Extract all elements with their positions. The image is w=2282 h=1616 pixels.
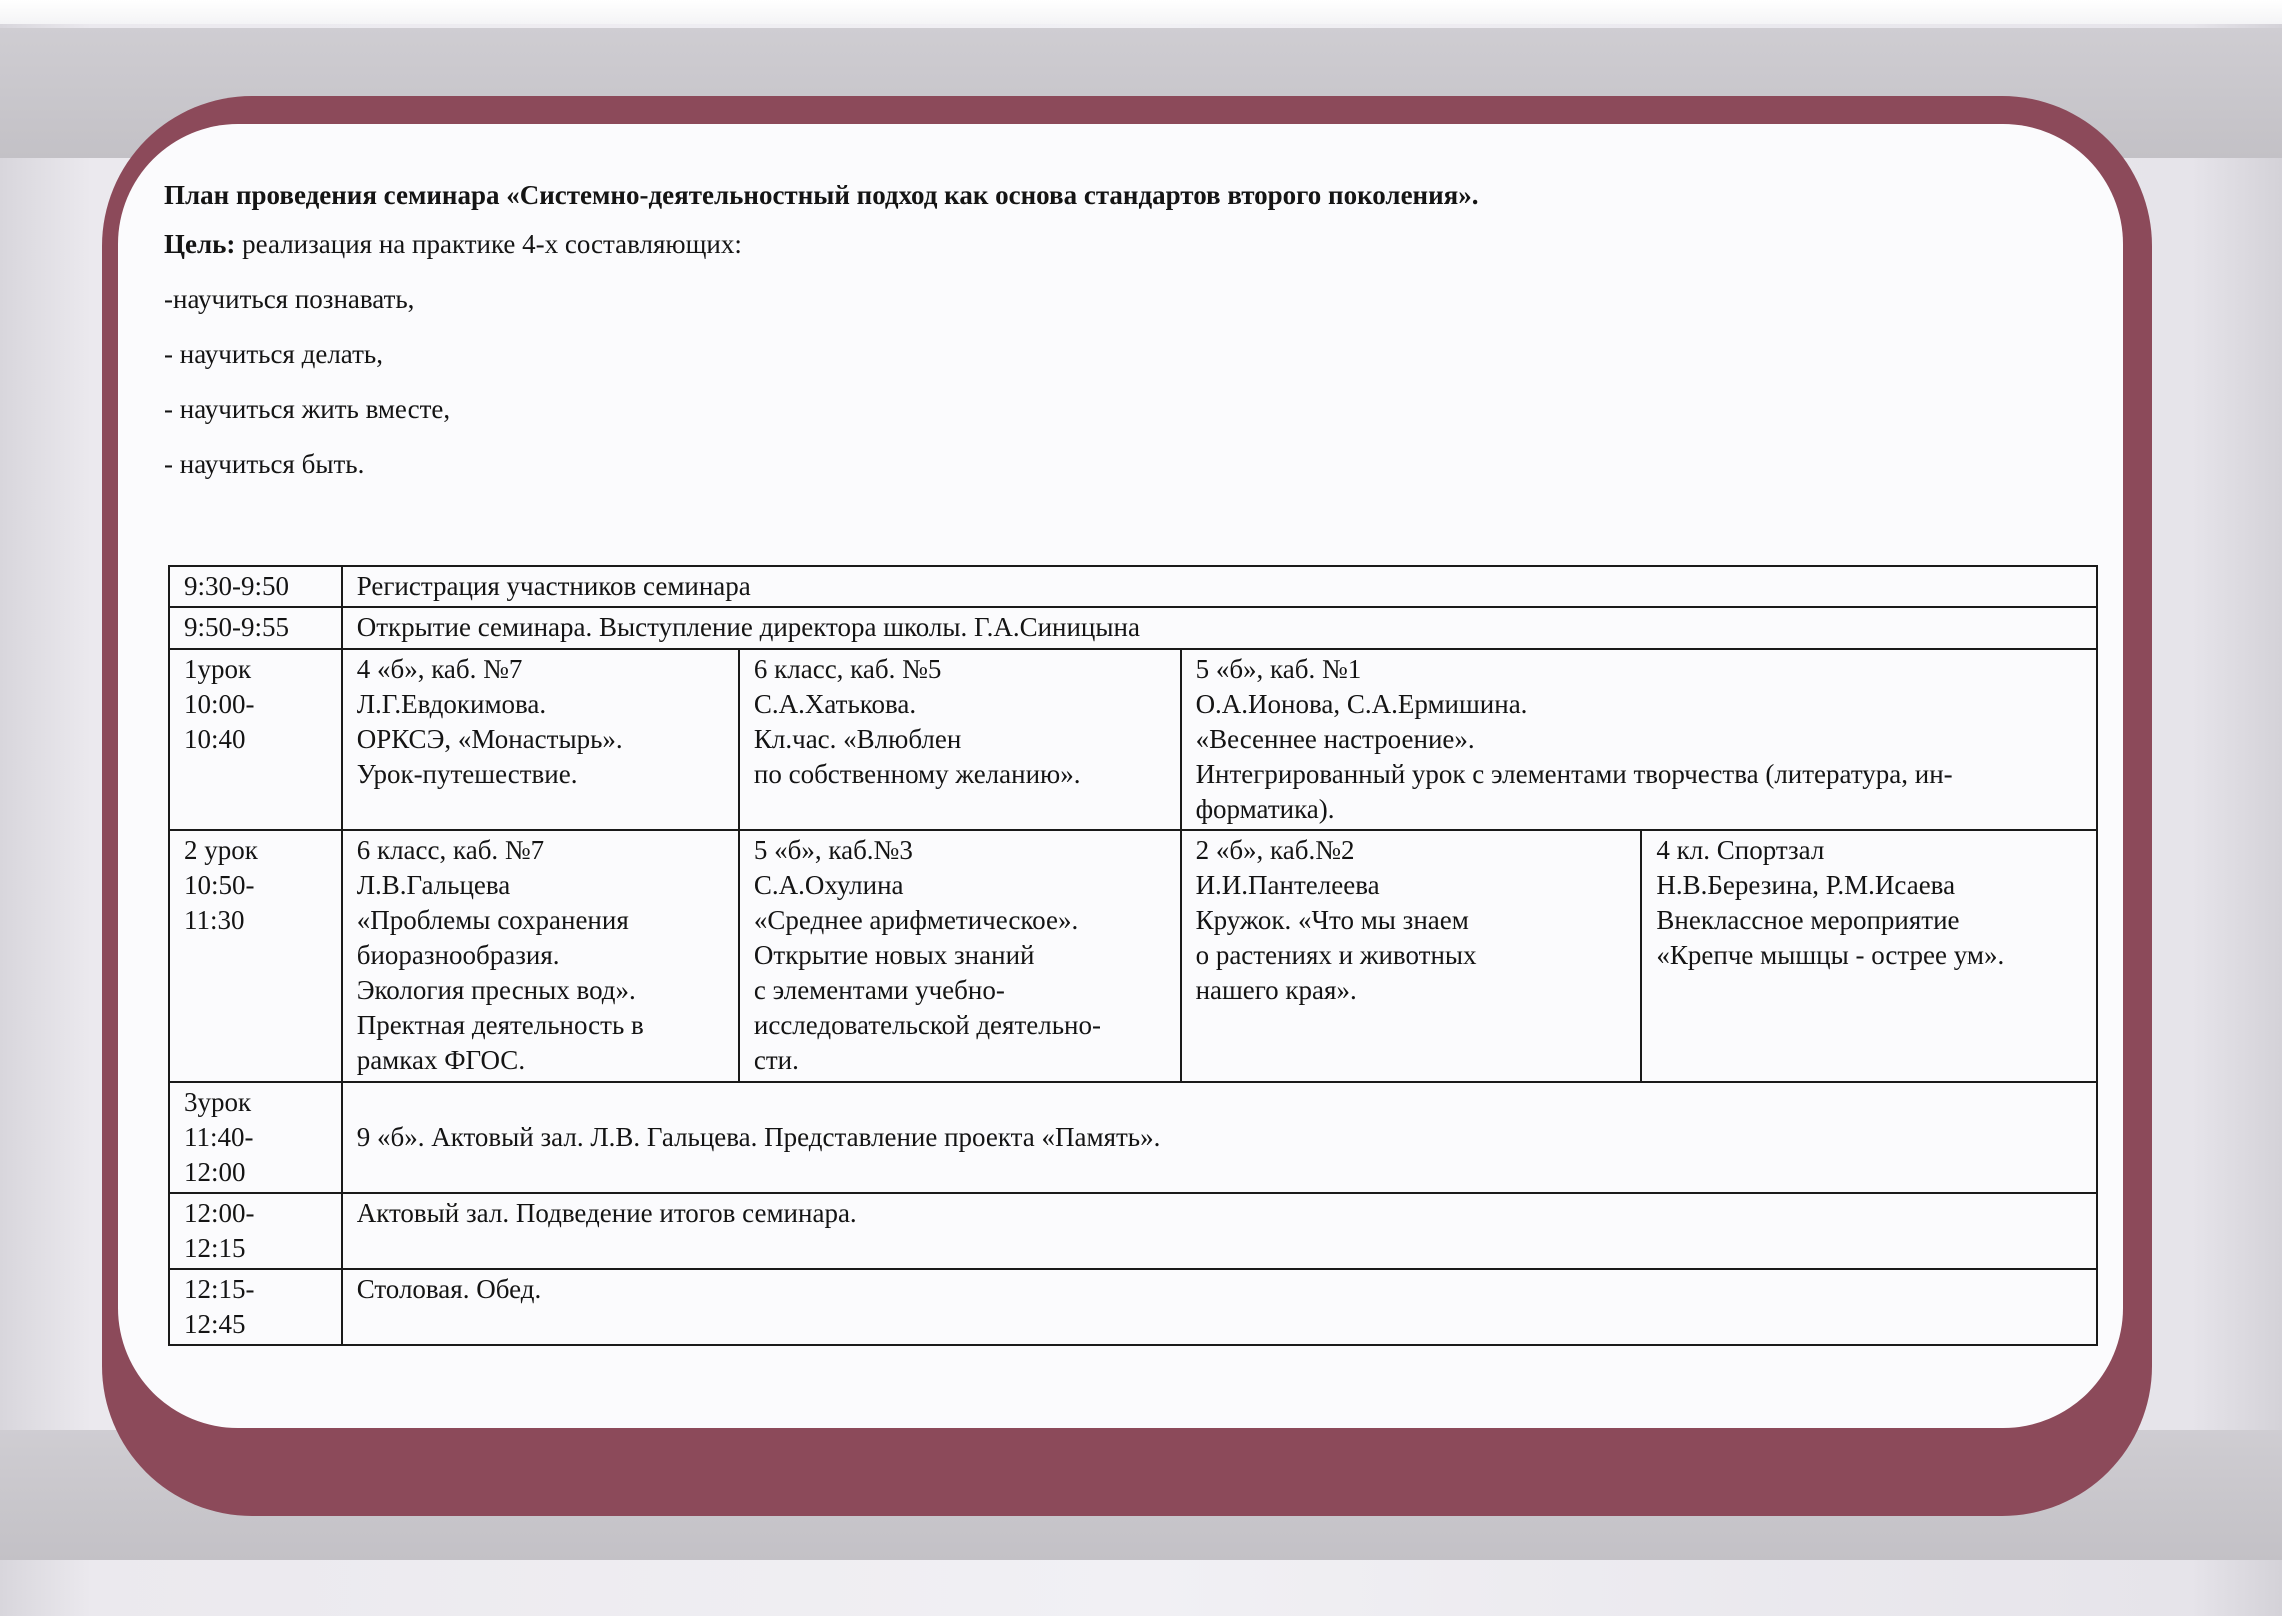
page-title: План проведения семинара «Системно-деятельностный подход как основа стандартов второго поколения».	[164, 180, 1479, 210]
time-cell: 12:00- 12:15	[169, 1193, 342, 1269]
goal-item: -научиться познавать,	[164, 284, 415, 314]
lesson-cell: 5 «б», каб. №1 О.А.Ионова, С.А.Ермишина. «Весеннее настроение». Интегрированный урок с элементами творчества (литература, ин- форматика).	[1181, 649, 2097, 830]
lesson-cell: 2 «б», каб.№2 И.И.Пантелеева Кружок. «Что мы знаем о растениях и животных нашего края».	[1181, 830, 1642, 1082]
lesson-cell: 5 «б», каб.№3 С.А.Охулина «Среднее арифметическое». Открытие новых знаний с элементами учебно- исследовательской деятельно- сти.	[739, 830, 1181, 1082]
table-row	[169, 1193, 2097, 1269]
time-cell: 9:50-9:55	[169, 607, 342, 649]
time-cell: 12:15- 12:45	[169, 1269, 342, 1345]
lesson-cell: 6 класс, каб. №5 С.А.Хатькова. Кл.час. «Влюблен по собственному желанию».	[739, 649, 1181, 830]
event-cell: Открытие семинара. Выступление директора школы. Г.А.Синицына	[342, 607, 2097, 649]
top-fold	[0, 0, 2282, 24]
goal-item: - научиться быть.	[164, 449, 365, 479]
schedule-table	[168, 565, 2098, 1346]
table-row	[169, 566, 2097, 607]
goal-text: реализация на практике 4-х составляющих:	[235, 229, 742, 259]
goal-item: - научиться жить вместе,	[164, 394, 451, 424]
event-cell: Регистрация участников семинара	[342, 566, 2097, 607]
time-cell: 3урок 11:40- 12:00	[169, 1082, 342, 1193]
time-cell: 1урок 10:00- 10:40	[169, 649, 342, 830]
document-header	[164, 180, 2104, 480]
event-text: 9 «б». Актовый зал. Л.В. Гальцева. Представление проекта «Память».	[356, 1122, 1161, 1152]
table-row	[169, 1082, 2097, 1193]
goal-line	[164, 229, 2104, 260]
goal-label: Цель:	[164, 229, 236, 259]
table-row	[169, 1269, 2097, 1345]
event-cell	[342, 1082, 2097, 1193]
event-cell: Актовый зал. Подведение итогов семинара.	[342, 1193, 2097, 1269]
time-cell: 2 урок 10:50- 11:30	[169, 830, 342, 1082]
table-row	[169, 607, 2097, 649]
event-cell: Столовая. Обед.	[342, 1269, 2097, 1345]
lesson-cell: 4 «б», каб. №7 Л.Г.Евдокимова. ОРКСЭ, «Монастырь». Урок-путешествие.	[342, 649, 739, 830]
lesson-cell: 4 кл. Спортзал Н.В.Березина, Р.М.Исаева Внеклассное мероприятие «Крепче мышцы - острее ум».	[1641, 830, 2097, 1082]
time-cell: 9:30-9:50	[169, 566, 342, 607]
table-row	[169, 830, 2097, 1082]
table-row	[169, 649, 2097, 830]
goal-item: - научиться делать,	[164, 339, 383, 369]
lesson-cell: 6 класс, каб. №7 Л.В.Гальцева «Проблемы сохранения биоразнообразия. Экология пресных вод». Пректная деятельность в рамках ФГОС.	[342, 830, 739, 1082]
